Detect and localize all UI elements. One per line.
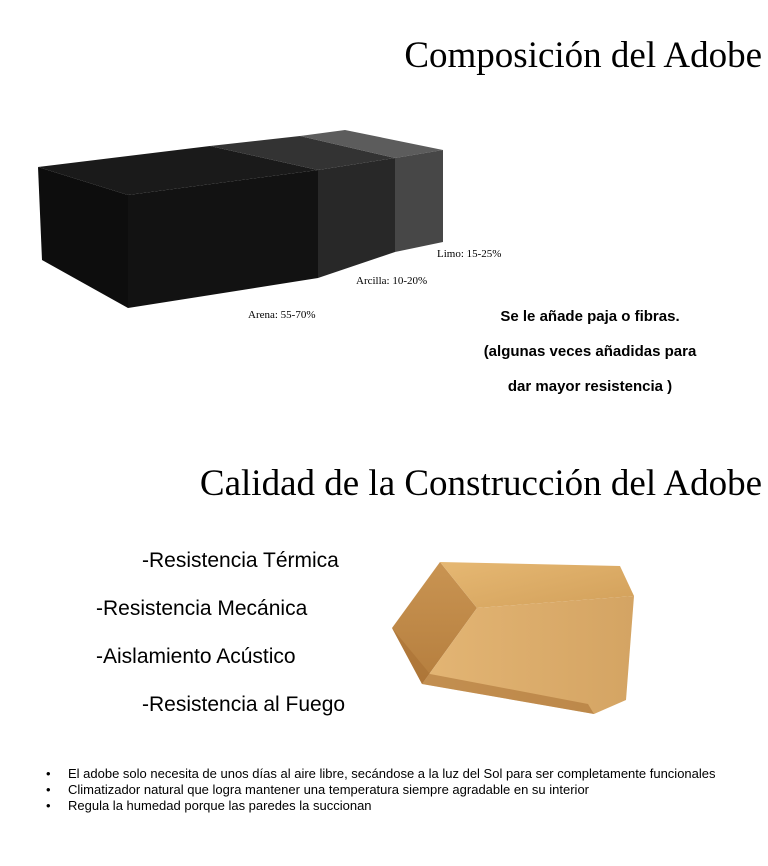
limo-front-face (395, 150, 443, 252)
bullet-item: • El adobe solo necesita de unos días al aire libre, secándose a la luz del Sol para ser completamente funcionales (44, 766, 744, 782)
quality-item-fire: -Resistencia al Fuego (142, 693, 346, 716)
bullet-item: • Regula la humedad porque las paredes la succionan (44, 798, 744, 814)
bullet-item: • Climatizador natural que logra mantener una temperatura siempre agradable en su interior (44, 782, 744, 798)
brick-segment-arena (38, 146, 318, 308)
label-limo: Limo: 15-25% (437, 248, 502, 260)
label-arena: Arena: 55-70% (248, 309, 316, 321)
adobe-brick-image (382, 548, 642, 723)
quality-item-mechanical: -Resistencia Mecánica (96, 597, 308, 620)
composition-title: Composición del Adobe (404, 35, 762, 76)
quality-title: Calidad de la Construcción del Adobe (199, 463, 762, 504)
quality-item-acoustic: -Aislamiento Acústico (96, 645, 296, 668)
note-line-3: dar mayor resistencia ) (507, 378, 673, 395)
note-line-1: Se le añade paja o fibras. (500, 308, 680, 325)
arcilla-front-face (318, 158, 395, 278)
note-line-2: (algunas veces añadidas para (483, 343, 697, 360)
quality-item-thermal: -Resistencia Térmica (142, 549, 339, 572)
bullet-list (44, 766, 744, 814)
label-arcilla: Arcilla: 10-20% (356, 275, 428, 287)
